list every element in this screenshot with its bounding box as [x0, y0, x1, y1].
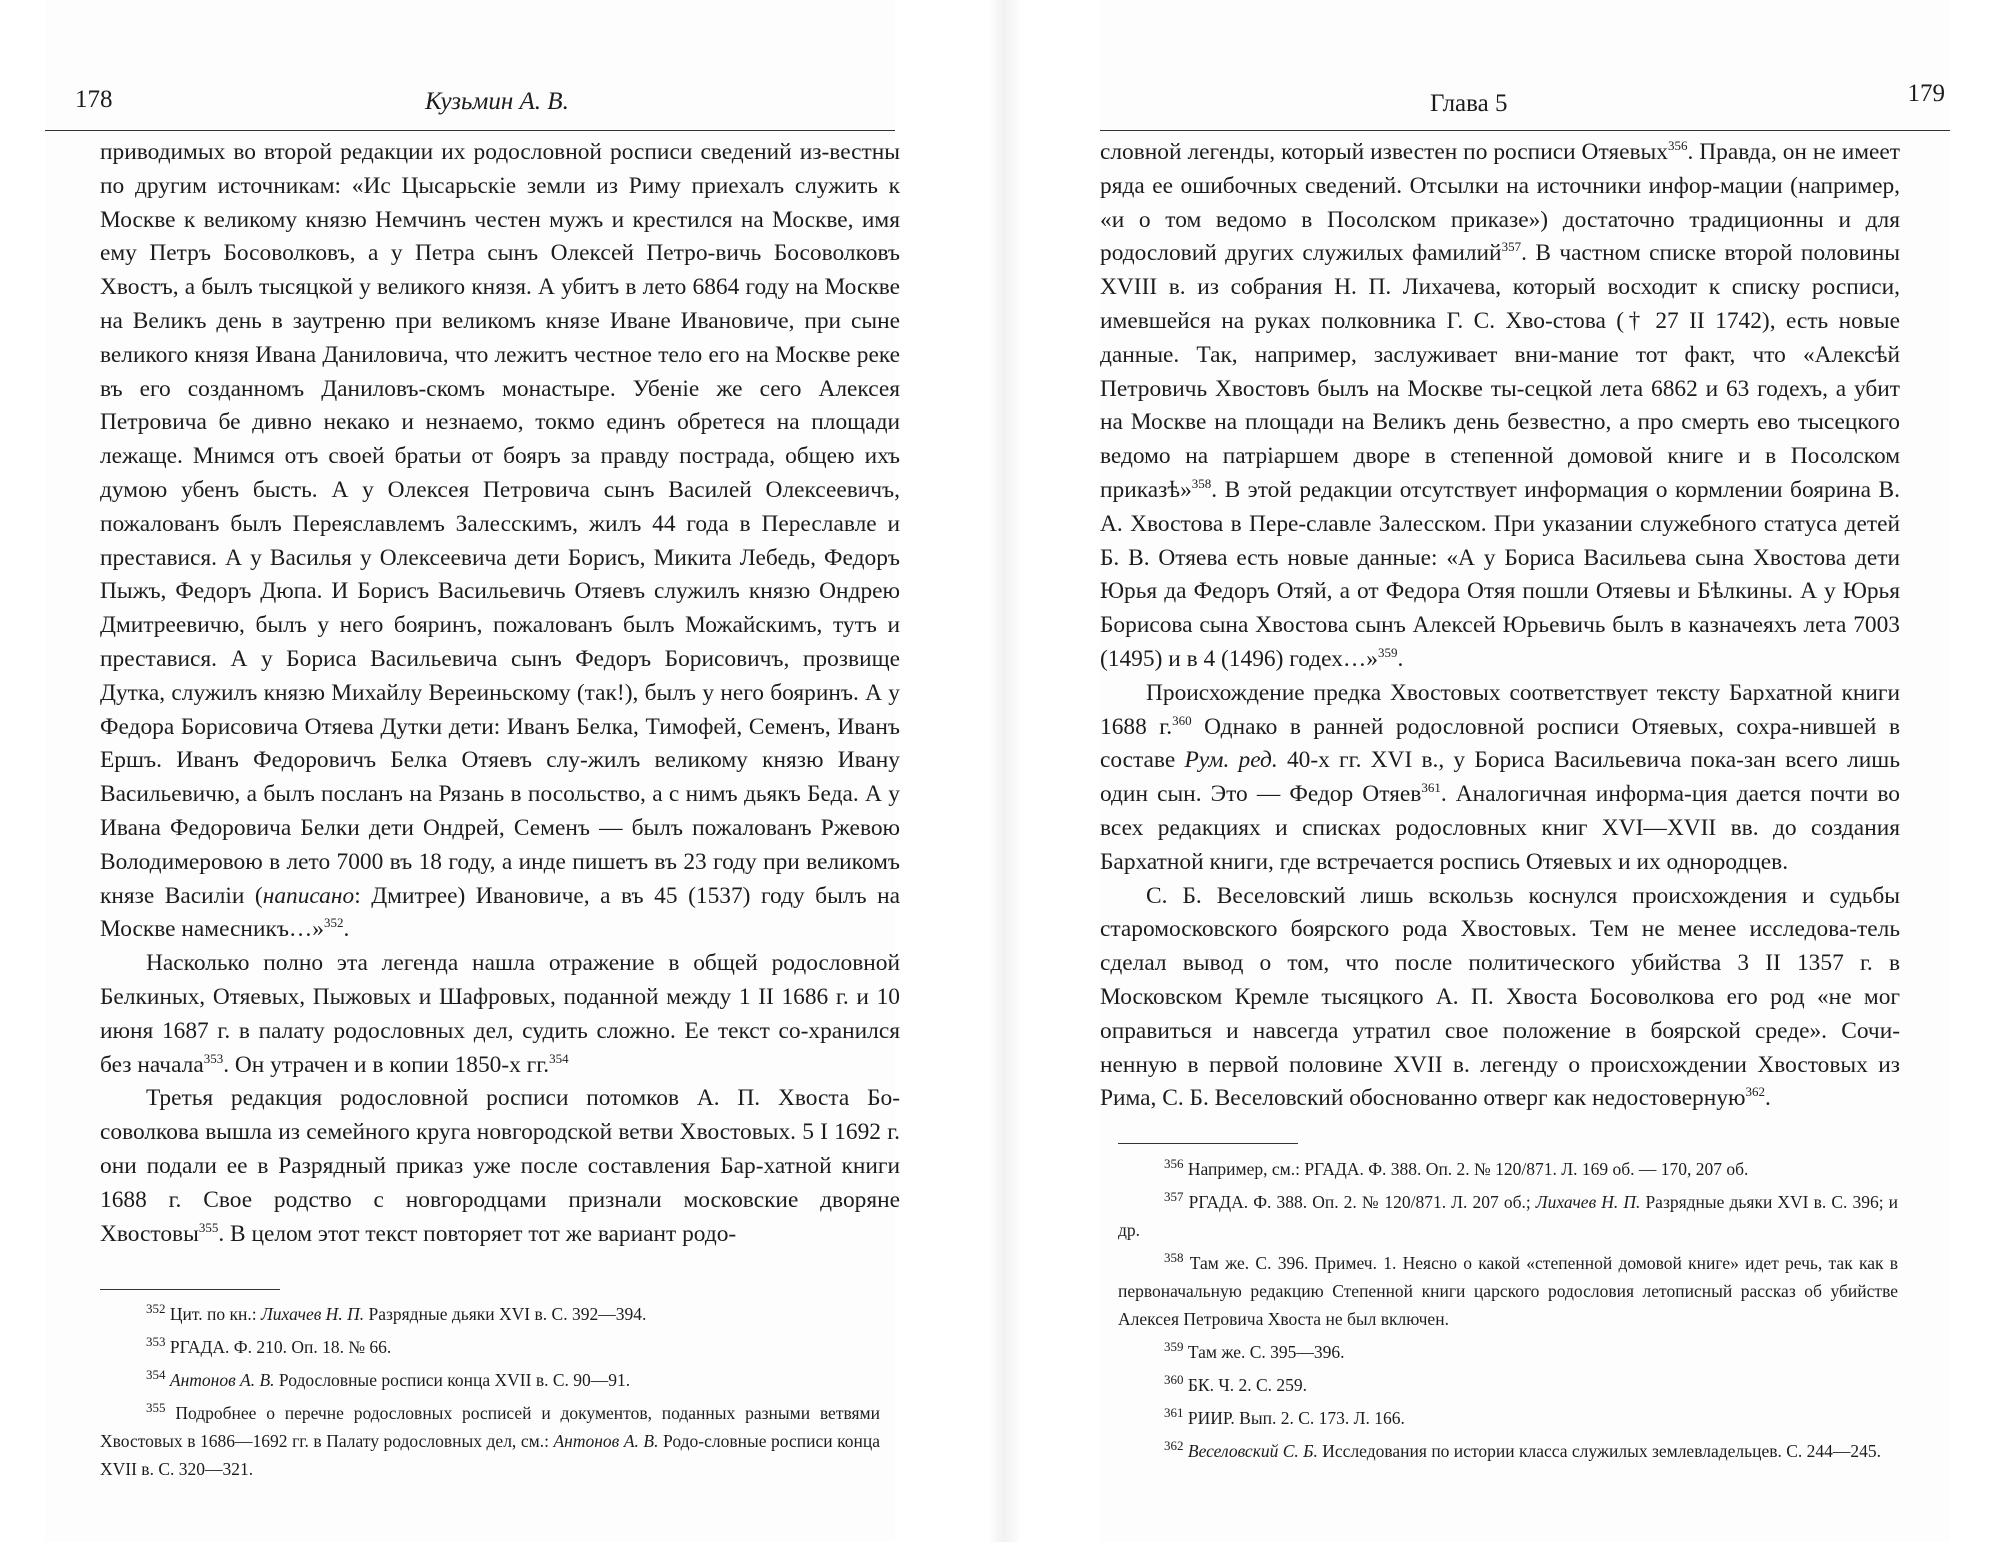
book-gutter [990, 0, 1020, 1542]
footnote: $^{358}$ Там же. С. 396. Примеч. 1. Неясно о какой «степенной домовой книге» идет речь, так как в первоначальную редакцию Степенной книги царского родословия летописный рассказ об убийстве Алексея Петровича Хвоста не был включен. [1118, 1250, 1899, 1329]
footnote: $^{353}$ РГАДА. Ф. 210. Оп. 18. № 66. [146, 1334, 392, 1357]
header-rule [45, 130, 895, 131]
right-footnotes [1118, 1155, 1898, 1470]
footnote-ref: 361 [1421, 780, 1441, 796]
paragraph: Насколько полно эта легенда нашла отражение в общей родословной Белкиных, Отяевых, Пыжовых и Шафровых, поданной между 1 II 1686 г. и 10 июня 1687 г. в палату родословных дел, судить сложно. Ее текст со-хранился без начала$^{353}$. Он утрачен и в копии 1850-х гг.$^{354}$ [100, 950, 900, 1078]
left-page [45, 0, 900, 1542]
footnote: $^{362}$ Веселовский С. Б. Исследования по истории класса служилых землевладельцев. С. 244—245. [1164, 1438, 1882, 1461]
running-head: Кузьмин А. В. [425, 88, 569, 115]
footnote-ref: 357 [1501, 239, 1522, 255]
header-rule [1100, 130, 1950, 131]
footnote-ref: 359 [1378, 644, 1398, 660]
left-page-body [100, 136, 900, 1251]
footnote: $^{360}$ БК. Ч. 2. С. 259. [1164, 1372, 1308, 1395]
footnote: $^{355}$ Подробнее о перечне родословных росписей и документов, поданных разными ветвями Хвостовых в 1686—1692 гг. в Палату родословных дел, см.: Антонов А. В. Родо-словные росписи конца XVII в. С. 320—321. [100, 1400, 880, 1479]
footnote-ref: 355 [198, 1219, 219, 1235]
footnote-ref: 362 [1745, 1084, 1765, 1100]
paragraph: Третья редакция родословной росписи потомков А. П. Хвоста Бо-соволкова вышла из семейного круга новгородской ветви Хвостовых. 5 I 1692 г. они подали ее в Разрядный приказ уже после составления Бар-хатной книги 1688 г. Свое родство с новгородцами признали московские дворяне Хвостовы$^{355}$. В целом этот текст повторяет тот же вариант родо- [100, 1085, 900, 1247]
footnote: $^{357}$ РГАДА. Ф. 388. Оп. 2. № 120/871. Л. 207 об.; Лихачев Н. П. Разрядные дьяки XVI в. С. 396; и др. [1118, 1189, 1899, 1240]
page-number: 178 [75, 86, 113, 113]
left-page-header [45, 82, 895, 126]
footnote-rule [100, 1289, 280, 1290]
page-number: 179 [1907, 80, 1945, 107]
footnote-ref: 352 [324, 915, 344, 931]
footnote: $^{356}$ Например, см.: РГАДА. Ф. 388. Оп. 2. № 120/871. Л. 169 об. — 170, 207 об. [1164, 1156, 1749, 1179]
paragraph: Происхождение предка Хвостовых соответствует тексту Бархатной книги 1688 г.$^{360}$ Однако в ранней родословной росписи Отяевых, сохра-нившей в составе Рум. ред. 40-х гг. XVI в., у Бориса Васильевича пока-зан всего лишь один сын. Это — Федор Отяев$^{361}$. Аналогичная информа-ция дается почти во всех редакциях и списках родословных книг XVI—XVII вв. до создания Бархатной книги, где встречается роспись Отяевых и их однородцев. [1100, 679, 1901, 875]
running-head: Глава 5 [1430, 90, 1508, 117]
footnote: $^{354}$ Антонов А. В. Родословные росписи конца XVII в. С. 90—91. [146, 1367, 631, 1390]
paragraph: С. Б. Веселовский лишь вскользь коснулся происхождения и судьбы старомосковского боярского рода Хвостовых. Тем не менее исследова-тель сделал вывод о том, что после политического убийства 3 II 1357 г. в Московском Кремле тысяцкого А. П. Хвоста Босоволкова его род «не мог оправиться и навсегда утратил свое положение в боярской среде». Сочи-ненную в первой половине XVII в. легенду о происхождении Хвостовых из Рима, С. Б. Веселовский обоснованно отверг как недостоверную$^{362}$. [1100, 882, 1900, 1112]
footnote-ref: 354 [549, 1050, 569, 1066]
paragraph: словной легенды, который известен по росписи Отяевых$^{356}$. Правда, он не имеет ряда ее ошибочных сведений. Отсылки на источники инфор-мации (например, «и о том ведомо в Посолском приказе») достаточно традиционны и для родословий других служилых фамилий$^{357}$. В частном списке второй половины XVIII в. из собрания Н. П. Лихачева, который восходит к списку росписи, имевшейся на руках полковника Г. С. Хво-стова († 27 II 1742), есть новые данные. Так, например, заслуживает вни-мание тот факт, что «Алексѣй Петровичь Хвостовъ былъ на Москве ты-сецкой лета 6862 и 63 годехъ, а убит на Москве на площади на Великъ день безвестно, а про смерть ево тысецкого ведомо на патріаршем дворе в степенной домовой книге и в Посолском приказѣ»$^{358}$. В этой редакции отсутствует информация о кормлении боярина В. А. Хвостова в Пере-славле Залесском. При указании служебного статуса детей Б. В. Отяева есть новые данные: «А у Бориса Васильева сына Хвостова дети Юрья да Федоръ Отяй, а от Федора Отяя пошли Отяевы и Бѣлкины. А у Юрья Борисова сына Хвостова сынъ Алексей Юрьевичь былъ в казначеяхъ лета 7003 (1495) и в 4 (1496) годех…»$^{359}$. [1100, 138, 1901, 672]
footnote-ref: 356 [1667, 138, 1688, 153]
left-footnotes [100, 1300, 880, 1488]
footnote: $^{359}$ Там же. С. 395—396. [1164, 1339, 1345, 1362]
right-page-header [1100, 82, 1950, 126]
paragraph: приводимых во второй редакции их родословной росписи сведений из-вестны по другим источникам: «Ис Цысарьскіе земли из Риму приехалъ служить к Москве к великому князю Немчинъ честен мужъ и крестился на Москве, имя ему Петръ Босоволковъ, а у Петра сынъ Олексей Петро-вичь Босоволковъ Хвостъ, а былъ тысяцкой у великого князя. А убитъ в лето 6864 году на Москве на Великъ день в заутреню при великомъ князе Иване Ивановиче, при сыне великого князя Ивана Даниловича, что лежитъ честное тело его на Москве реке въ его созданномъ Даниловъ-скомъ монастыре. Убеніе же сего Алексея Петровича бе дивно некако и незнаемо, токмо единъ обретеся на площади лежаще. Мнимся отъ своей братьи от бояръ за правду пострада, общею ихъ думою убенъ бысть. А у Олексея Петровича сынъ Василей Олексеевичъ, пожалованъ былъ Переяславлемъ Залесскимъ, жилъ 44 года в Переславле и преставися. А у Василья у Олексеевича дети Борисъ, Микита Лебедь, Федоръ Пыжъ, Федоръ Дюпа. И Борисъ Васильевичь Отяевъ служилъ князю Ондрею Дмитреевичю, былъ у него бояринъ, пожалованъ былъ Можайскимъ, тутъ и преставися. А у Бориса Васильевича сынъ Федоръ Борисовичъ, прозвище Дутка, служилъ князю Михайлу Вереиньскому (так!), былъ у него бояринъ. А у Федора Борисовича Отяева Дутки дети: Иванъ Белка, Тимофей, Семенъ, Иванъ Ершъ. Иванъ Федоровичъ Белка Отяевъ слу-жилъ великому князю Ивану Васильевичю, а былъ посланъ на Рязань в посольство, а с нимъ дьякъ Беда. А у Ивана Федоровича Белки дети Ондрей, Семенъ — былъ пожалованъ Ржевою Володимеровою в лето 7000 въ 18 году, а инде пишетъ въ 23 году при великомъ князе Василіи (написано: Дмитрее) Ивановиче, а въ 45 (1537) году былъ на Москве намесникъ…»$^{352}$. [100, 139, 900, 943]
footnote-rule [1118, 1143, 1298, 1144]
footnote-ref: 358 [1191, 475, 1212, 491]
footnote-ref: 353 [203, 1050, 224, 1066]
right-page-body [1100, 136, 1900, 1116]
footnote: $^{361}$ РИИР. Вып. 2. С. 173. Л. 166. [1164, 1405, 1405, 1428]
footnote: $^{352}$ Цит. по кн.: Лихачев Н. П. Разрядные дьяки XVI в. С. 392—394. [146, 1301, 647, 1324]
right-page [1100, 0, 1950, 1542]
footnote-ref: 360 [1172, 712, 1192, 728]
